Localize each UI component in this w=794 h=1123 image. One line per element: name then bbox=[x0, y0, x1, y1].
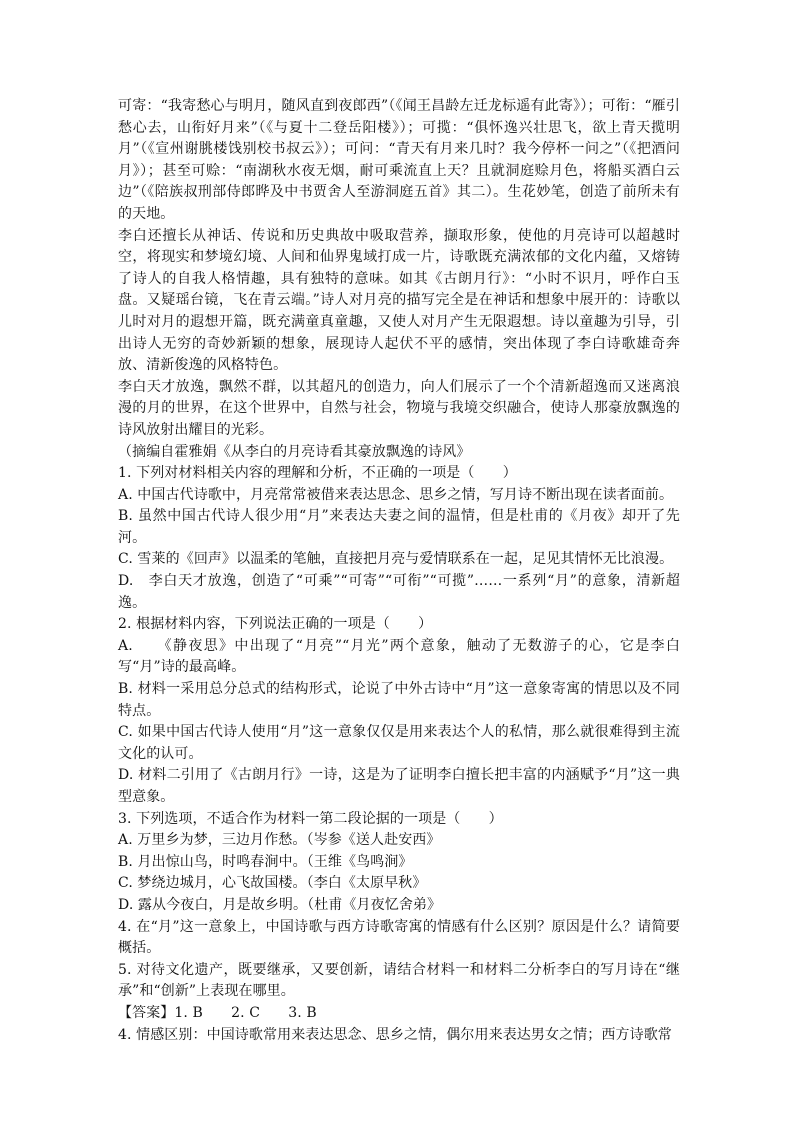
q3-option-b: B. 月出惊山鸟，时鸣春涧中。（王维《鸟鸣涧》 bbox=[118, 853, 413, 870]
q2-option-d: D. 材料二引用了《古朗月行》一诗，这是为了证明李白擅长把丰富的内涵赋予“月”这一典型意象。 bbox=[118, 767, 680, 805]
q1-option-d: D. 李白天才放逸，创造了“可乘”“可寄”“可衔”“可揽”……一系列“月”的意象，清新超逸。 bbox=[118, 573, 680, 611]
question-5: 5. 对待文化遗产，既要继承，又要创新，请结合材料一和材料二分析李白的写月诗在“继承”和“创新”上表现在哪里。 bbox=[118, 961, 680, 1000]
q2-option-b: B. 材料一采用总分总式的结构形式，论说了中外古诗中“月”这一意象寄寓的情思以及不同特点。 bbox=[118, 681, 680, 719]
q2-option-c: C. 如果中国古代诗人使用“月”这一意象仅仅是用来表达个人的私情，那么就很难得到主流文化的认可。 bbox=[118, 724, 680, 762]
q1-option-b: B. 虽然中国古代诗人很少用“月”来表达夫妻之间的温情，但是杜甫的《月夜》却开了先河。 bbox=[118, 508, 680, 546]
q3-option-a: A. 万里乡为梦，三边月作愁。（岑参《送人赴安西》 bbox=[118, 832, 441, 849]
paragraph-myth-and-legend: 李白还擅长从神话、传说和历史典故中吸取营养，撷取形象，使他的月亮诗可以超越时空，将现实和梦境幻境、人间和仙界鬼域打成一片，诗歌既充满浓郁的文化内蕴，又熔铸了诗人的自我人格情趣，具有独特的意味。如其《古朗月行》：“小时不识月，呼作白玉盘。又疑瑶台镜，飞在青云端。”诗人对月亮的描写完全是在神话和想象中展开的：诗歌以儿时对月的遐想开篇，既充满童真童趣，又使人对月产生无限遐想。诗以童趣为引导，引出诗人无穷的奇妙新颖的想象，展现诗人起伏不平的感情，突出体现了李白诗歌雄奇奔放、清新俊逸的风格特色。 bbox=[118, 227, 680, 374]
paragraph-li-bai-moon-verbs: 可寄：“我寄愁心与明月，随风直到夜郎西”（《闻王昌龄左迁龙标遥有此寄》）；可衔：“雁引愁心去，山衔好月来”（《与夏十二登岳阳楼》）；可揽：“俱怀逸兴壮思飞，欲上青天揽明月”（《宣州谢朓楼饯别校书叔云》）；可问：“青天有月来几时？我今停杯一问之”（《把酒问月》）；甚至可赊：“南湖秋水夜无烟，耐可乘流直上天？且就洞庭赊月色，将船买酒白云边”（《陪族叔刑部侍郎晔及中书贾舍人至游洞庭五首》其二）。生花妙笔，创造了前所未有的天地。 bbox=[118, 98, 680, 222]
q3-option-c: C. 梦绕边城月，心飞故国楼。（李白《太原早秋》 bbox=[118, 875, 427, 892]
question-3: 3. 下列选项，不适合作为材料一第二段论据的一项是（ ） bbox=[118, 810, 503, 827]
paragraph-conclusion: 李白天才放逸，飘然不群，以其超凡的创造力，向人们展示了一个个清新超逸而又迷离浪漫的月的世界，在这个世界中，自然与社会，物境与我境交织融合，使诗人那豪放飘逸的诗风放射出耀目的光彩。 bbox=[118, 378, 680, 438]
q3-option-d: D. 露从今夜白，月是故乡明。（杜甫《月夜忆舍弟》 bbox=[118, 896, 442, 913]
question-2: 2. 根据材料内容，下列说法正确的一项是（ ） bbox=[118, 616, 433, 633]
answer-key: 【答案】1. B 2. C 3. B bbox=[118, 1004, 317, 1021]
question-4: 4. 在“月”这一意象上，中国诗歌与西方诗歌寄寓的情感有什么区别？原因是什么？请简要概括。 bbox=[118, 918, 680, 957]
q1-option-c: C. 雪莱的《回声》以温柔的笔触，直接把月亮与爱情联系在一起，足见其情怀无比浪漫。 bbox=[118, 551, 674, 568]
source-citation: （摘编自霍雅娟《从李白的月亮诗看其豪放飘逸的诗风》 bbox=[118, 443, 471, 460]
q1-option-a: A. 中国古代诗歌中，月亮常常被借来表达思念、思乡之情，写月诗不断出现在读者面前。 bbox=[118, 486, 674, 503]
q2-option-a: A. 《静夜思》中出现了“月亮”“月光”两个意象，触动了无数游子的心，它是李白写“月”诗的最高峰。 bbox=[118, 637, 680, 676]
answer-4: 4. 情感区别：中国诗歌常用来表达思念、思乡之情，偶尔用来表达男女之情；西方诗歌常 bbox=[118, 1026, 672, 1043]
document-body bbox=[118, 96, 680, 1046]
question-1: 1. 下列对材料相关内容的理解和分析，不正确的一项是（ ） bbox=[118, 465, 517, 482]
